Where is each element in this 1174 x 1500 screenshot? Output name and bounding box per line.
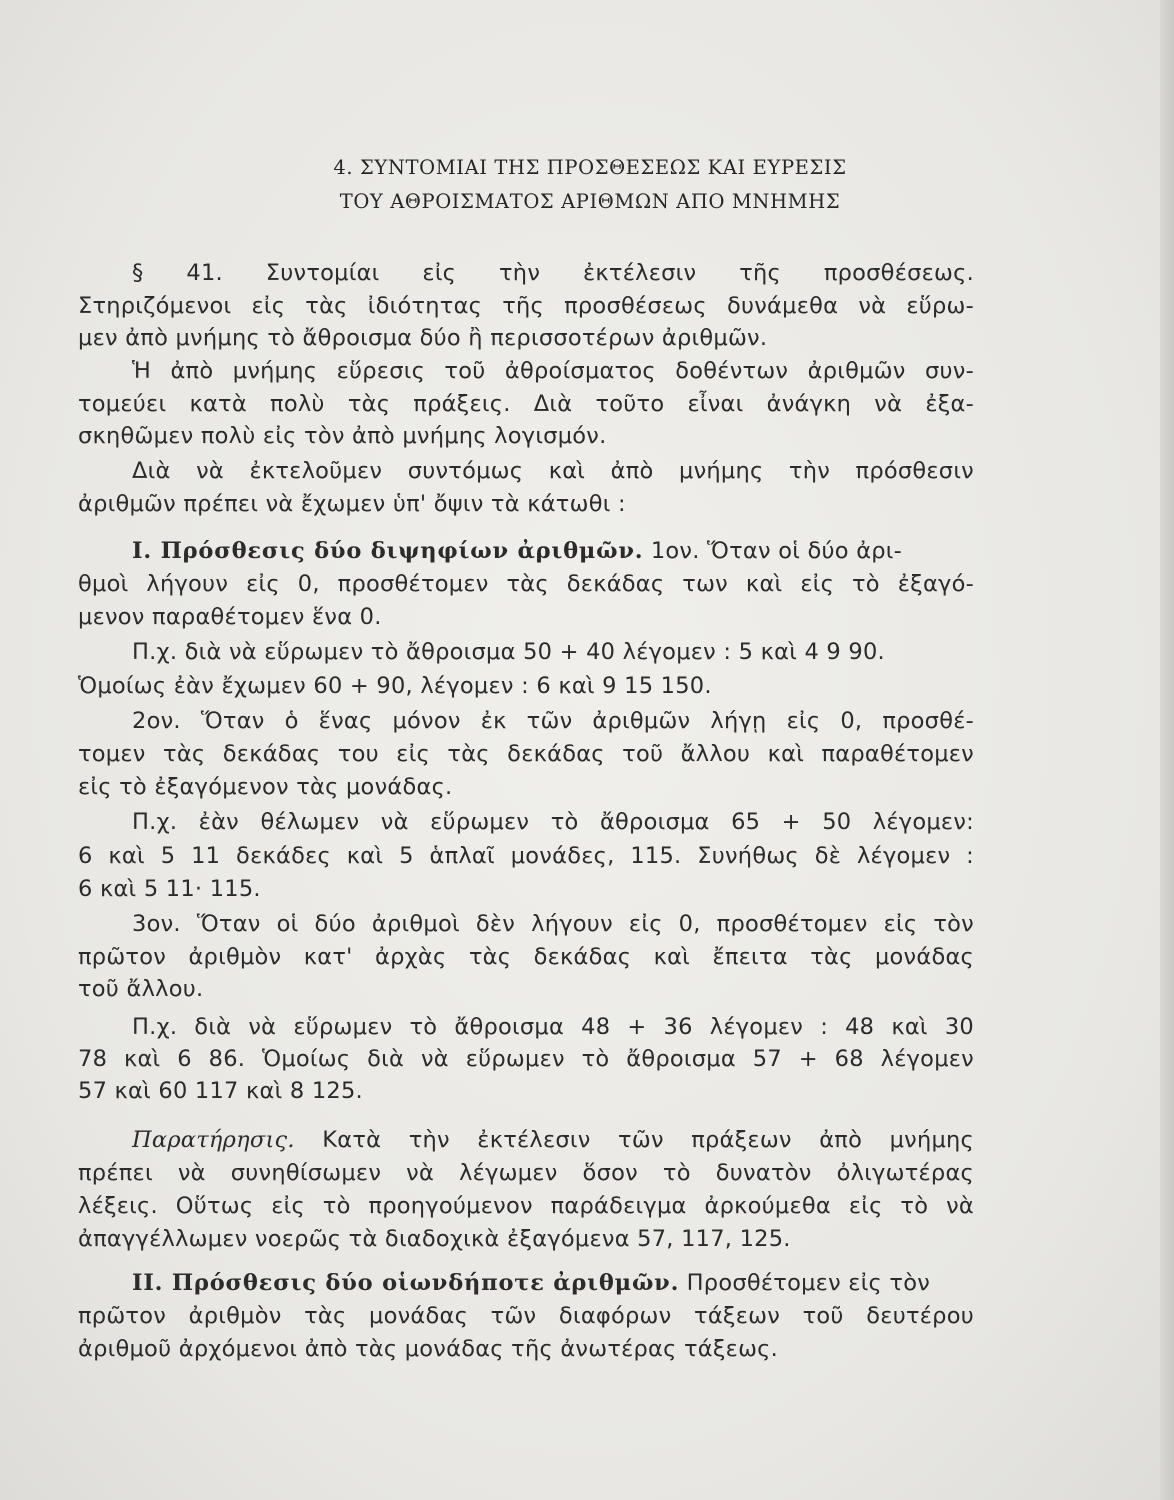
text-line: § 41. Συντομίαι εἰς τὴν ἐκτέλεσιν τῆς προσθέσεως. bbox=[132, 260, 974, 286]
text-line: 2ον. Ὅταν ὁ ἕνας μόνον ἐκ τῶν ἀριθμῶν λήγῃ εἰς 0, προσθέ- bbox=[132, 708, 974, 734]
text-line-rule-2 bbox=[132, 1267, 974, 1299]
text-line: Π.χ. ἐὰν θέλωμεν νὰ εὕρωμεν τὸ ἄθροισμα 65 + 50 λέγομεν: bbox=[132, 809, 974, 835]
text-line: ἀπαγγέλλωμεν νοερῶς τὰ διαδοχικὰ ἐξαγόμενα 57, 117, 125. bbox=[78, 1226, 791, 1252]
text-line: 6 καὶ 5 11 δεκάδες καὶ 5 ἁπλαῖ μονάδες, 115. Συνήθως δὲ λέγομεν : bbox=[78, 843, 974, 869]
text-line: πρῶτον ἀριθμὸν κατ' ἀρχὰς τὰς δεκάδας καὶ ἔπειτα τὰς μονάδας bbox=[78, 944, 974, 970]
text-line: 78 καὶ 6 86. Ὁμοίως διὰ νὰ εὕρωμεν τὸ ἄθροισμα 57 + 68 λέγομεν bbox=[78, 1046, 974, 1072]
text-line-rule-1 bbox=[132, 535, 974, 567]
text-line: Στηριζόμενοι εἰς τὰς ἰδιότητας τῆς προσθέσεως δυνάμεθα νὰ εὕρω- bbox=[78, 293, 974, 319]
text-line: λέξεις. Οὕτως εἰς τὸ προηγούμενον παράδειγμα ἀρκούμεθα εἰς τὸ νὰ bbox=[78, 1193, 974, 1219]
text-line: Π.χ. διὰ νὰ εὕρωμεν τὸ ἄθροισμα 50 + 40 λέγομεν : 5 καὶ 4 9 90. bbox=[132, 639, 885, 665]
page-edge-shadow bbox=[1160, 0, 1174, 1500]
text-line: τομεύει κατὰ πολὺ τὰς πράξεις. Διὰ τοῦτο εἶναι ἀνάγκη νὰ ἐξα- bbox=[78, 391, 974, 417]
rule-1-title: I. Πρόσθεσις δύο διψηφίων ἀριθμῶν. bbox=[132, 538, 644, 564]
rule-2-text: Προσθέτομεν εἰς τὸν bbox=[679, 1270, 931, 1296]
text-line: μεν ἀπὸ μνήμης τὸ ἄθροισμα δύο ἢ περισσοτέρων ἀριθμῶν. bbox=[78, 325, 768, 351]
text-line: ἀριθμῶν πρέπει νὰ ἔχωμεν ὑπ' ὄψιν τὰ κάτωθι : bbox=[78, 491, 626, 517]
rule-1-text: 1ον. Ὅταν οἱ δύο ἀρι- bbox=[643, 538, 903, 564]
text-line: μενον παραθέτομεν ἕνα 0. bbox=[78, 604, 382, 630]
text-line: 3ον. Ὅταν οἱ δύο ἀριθμοὶ δὲν λήγουν εἰς 0, προσθέτομεν εἰς τὸν bbox=[132, 911, 974, 937]
text-line: Ὁμοίως ἐὰν ἔχωμεν 60 + 90, λέγομεν : 6 καὶ 9 15 150. bbox=[78, 673, 712, 699]
text-line: Ἡ ἀπὸ μνήμης εὕρεσις τοῦ ἀθροίσματος δοθέντων ἀριθμῶν συν- bbox=[132, 358, 974, 384]
text-line: Διὰ νὰ ἐκτελοῦμεν συντόμως καὶ ἀπὸ μνήμης τὴν πρόσθεσιν bbox=[132, 458, 974, 484]
remark-text: Κατὰ τὴν ἐκτέλεσιν τῶν πράξεων ἀπὸ μνήμης bbox=[294, 1127, 974, 1153]
text-line: τοῦ ἄλλου. bbox=[78, 976, 204, 1002]
text-line: 6 καὶ 5 11· 115. bbox=[78, 876, 261, 902]
text-line-remark bbox=[132, 1124, 974, 1156]
text-line: εἰς τὸ ἐξαγόμενον τὰς μονάδας. bbox=[78, 774, 453, 800]
text-line: ἀριθμοῦ ἀρχόμενοι ἀπὸ τὰς μονάδας τῆς ἀνωτέρας τάξεως. bbox=[78, 1336, 779, 1362]
text-line: πρῶτον ἀριθμὸν τὰς μονάδας τῶν διαφόρων τάξεων τοῦ δευτέρου bbox=[78, 1303, 974, 1329]
text-line: Π.χ. διὰ νὰ εὕρωμεν τὸ ἄθροισμα 48 + 36 λέγομεν : 48 καὶ 30 bbox=[132, 1014, 974, 1040]
text-line: πρέπει νὰ συνηθίσωμεν νὰ λέγωμεν ὅσον τὸ δυνατὸν ὀλιγωτέρας bbox=[78, 1160, 974, 1186]
text-line: θμοὶ λήγουν εἰς 0, προσθέτομεν τὰς δεκάδας των καὶ εἰς τὸ ἐξαγό- bbox=[78, 571, 974, 597]
text-line: σκηθῶμεν πολὺ εἰς τὸν ἀπὸ μνήμης λογισμόν. bbox=[78, 423, 607, 449]
section-heading-line-1: 4. ΣΥΝΤΟΜΙΑΙ ΤΗΣ ΠΡΟΣΘΕΣΕΩΣ ΚΑΙ ΕΥΡΕΣΙΣ bbox=[333, 156, 847, 179]
rule-2-title: II. Πρόσθεσις δύο οἱωνδήποτε ἀριθμῶν. bbox=[132, 1270, 680, 1296]
text-line: 57 καὶ 60 117 καὶ 8 125. bbox=[78, 1078, 363, 1104]
remark-label: Παρατήρησις. bbox=[132, 1127, 295, 1153]
text-line: τομεν τὰς δεκάδας του εἰς τὰς δεκάδας τοῦ ἄλλου καὶ παραθέτομεν bbox=[78, 741, 974, 767]
section-heading-line-2: ΤΟΥ ΑΘΡΟΙΣΜΑΤΟΣ ΑΡΙΘΜΩΝ ΑΠΟ ΜΝΗΜΗΣ bbox=[339, 190, 841, 213]
